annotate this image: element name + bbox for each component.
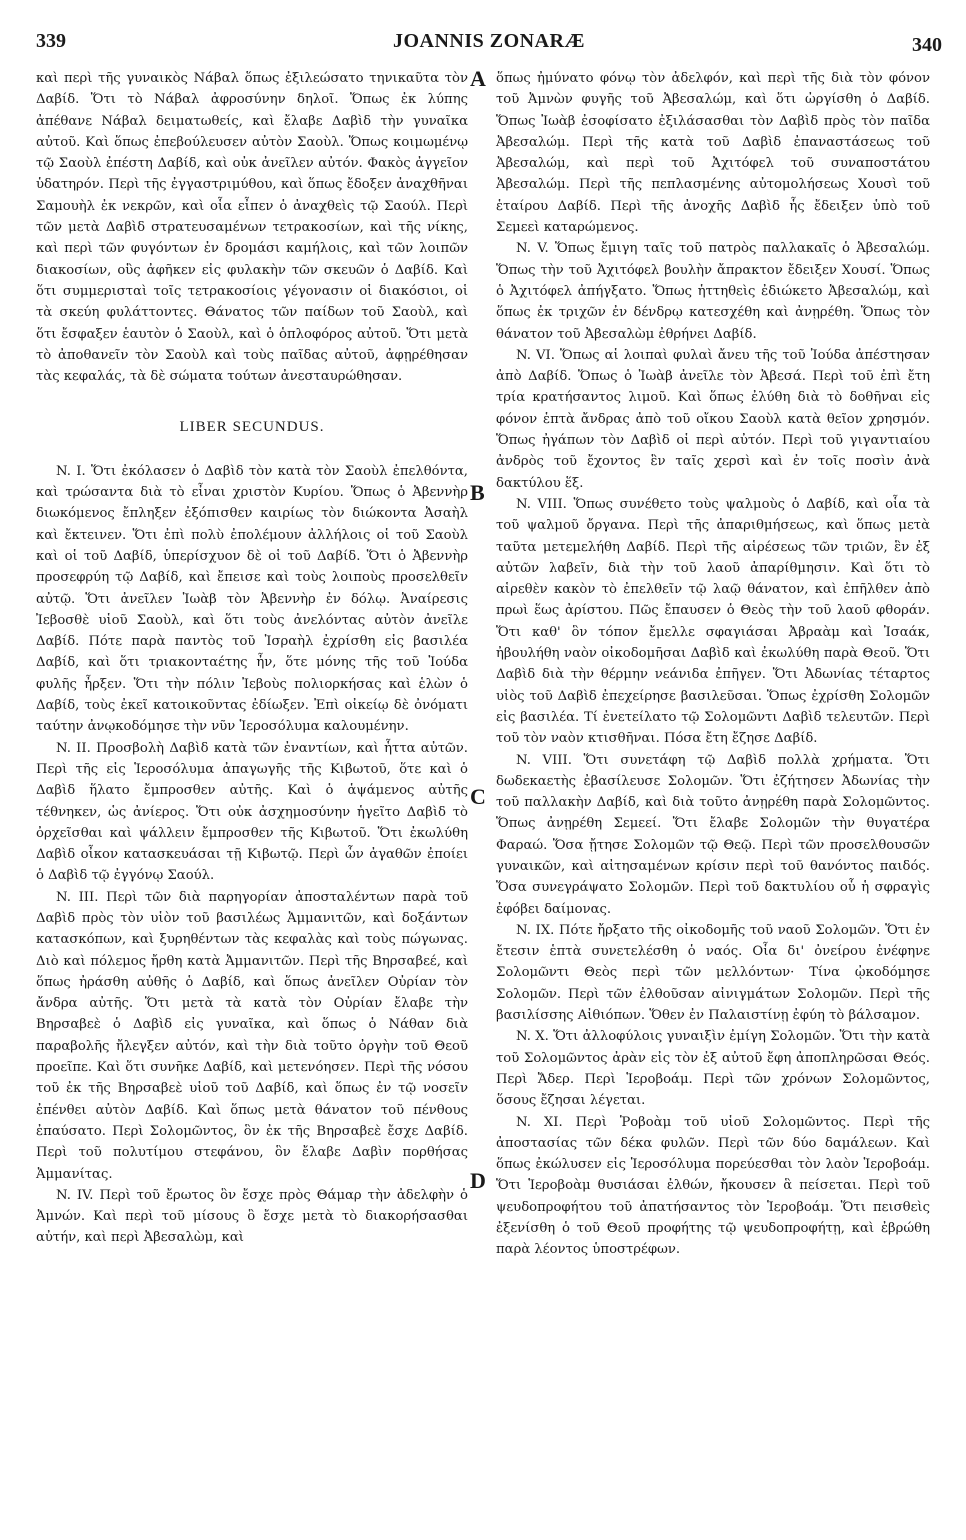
running-title: JOANNIS ZONARÆ	[392, 30, 586, 52]
chapter-n11: N. XI. Περὶ Ῥοβοὰμ τοῦ υἱοῦ Σολομῶντος. Περὶ τῆς ἀποστασίας τῶν δέκα φυλῶν. Περὶ τῶν δύο δαμάλεων. Καὶ ὅπως ἐκώλυσεν εἰς Ἱεροσόλυμα πορεύεσθαι τὸν λαὸν Ἱεροβοάμ. Ὅτι Ἱεροβοὰμ θυσιάσαι ἐλθών, ἤκουσεν ἃ πείσεται. Περὶ τοῦ ψευδοπροφήτου τοῦ ἀπατήσαντος τὸν Ἱεροβοάμ. Ὅτι πεισθεὶς ἐξενίσθη ὁ τοῦ Θεοῦ προφήτης τῷ ψευδοπροφήτῃ, καὶ ἐβρώθη παρὰ λέοντος ὑποστρέφων.	[496, 1114, 930, 1258]
section-heading: LIBER SECUNDUS.	[179, 419, 325, 436]
chapter-n10: N. X. Ὅτι ἀλλοφύλοις γυναιξὶν ἐμίγη Σολομῶν. Ὅτι τὴν κατὰ τοῦ Σολομῶντος ἀρὰν εἰς τὸν ἐξ αὐτοῦ ἔφη ἀποπληρῶσαι Θεός. Περὶ Ἄδερ. Περὶ Ἱεροβοάμ. Περὶ τῶν χρόνων Σολομῶντος, ὅσους ἔζησαι λέγεται.	[496, 1029, 930, 1109]
margin-marker-c: C	[470, 784, 486, 809]
chapter-n8: N. VIII. Ὅτι συνετάφη τῷ Δαβὶδ πολλὰ χρήματα. Ὅτι δωδεκαετὴς ἐβασίλευσε Σολομῶν. Ὅτι ἐζήτησεν Ἀδωνίας τὴν τοῦ παλλακὴν Δαβίδ, καὶ διὰ τοῦτο ἀνῃρέθη παρὰ Σολομῶντος. Ὅπως ἀνῃρέθη Σεμεεί. Ὅτι ἔλαβε Σολομῶν τὴν θυγατέρα Φαραώ. Ὅσα ᾔτησε Σολομῶν τῷ Θεῷ. Περὶ τῶν προσελθουσῶν γυναικῶν, καὶ αἰτησαμένων κρίσιν περὶ τοῦ θανόντος παιδός. Ὅσα συνεγράψατο Σολομῶν. Περὶ τοῦ δακτυλίου οὗ ἡ σφραγὶς ἐφόβει δαίμονας.	[496, 752, 930, 917]
margin-marker-a: A	[470, 66, 486, 91]
chapter-n4: N. IV. Περὶ τοῦ ἔρωτος ὃν ἔσχε πρὸς Θάμαρ τὴν ἀδελφὴν ὁ Ἀμνών. Καὶ περὶ τοῦ μίσους ὃ ἔσχε μετὰ τὸ διακορήσασθαι αὐτήν, καὶ περὶ Ἀβεσαλὼμ, καὶ	[36, 1187, 468, 1246]
chapter-n5: N. V. Ὅπως ἔμιγη ταῖς τοῦ πατρὸς παλλακαῖς ὁ Ἀβεσαλώμ. Ὅπως τὴν τοῦ Ἀχιτόφελ βουλὴν ἄπρακτον ἔδειξεν Χουσί. Ὅπως ὁ Ἀχιτόφελ ἀπήγξατο. Ὅπως ἡττηθεὶς ἐδιώκετο Ἀβεσαλώμ, καὶ ὅπως ἐκ τριχῶν ἐν δένδρῳ κατεσχέθη καὶ ἀνῃρέθη. Ὅπως τὸν θάνατον τοῦ Ἀβεσαλὼμ ἐθρήνει Δαβίδ.	[496, 241, 930, 342]
chapter-n6: N. VI. Ὅπως αἱ λοιπαὶ φυλαὶ ἄνευ τῆς τοῦ Ἰούδα ἀπέστησαν ἀπὸ Δαβίδ. Ὅπως ὁ Ἰωὰβ ἀνεῖλε τὸν Ἀβεσά. Περὶ τοῦ ἐπὶ ἔτη τρία κρατήσαντος λιμοῦ. Καὶ ὅπως ἐλύθη διὰ τὸ δοθῆναι εἰς φόνον ἑπτὰ ἄνδρας ἀπὸ τοῦ οἴκου Σαοὺλ κατὰ θεῖον χρησμόν. Ὅπως ἠγάπων τὸν Δαβὶδ οἱ περὶ αὐτόν. Περὶ τοῦ γιγαντιαίου ἀνδρὸς τοῦ ἔχοντος ἓν ταῖς χερσὶ καὶ ἐν τοῖς ποσὶν ἀνὰ δακτύλου ἕξ.	[496, 347, 930, 491]
right-intro-paragraph: ὅπως ἠμύνατο φόνῳ τὸν ἀδελφόν, καὶ περὶ τῆς διὰ τὸν φόνον τοῦ Ἀμνὼν φυγῆς τοῦ Ἀβεσαλώμ, καὶ ὅτι ὠργίσθη ὁ Δαβίδ. Ὅπως Ἰωὰβ ἐσοφίσατο ἐξιλάσασθαι τὸν Δαβὶδ πρὸς τὸν παῖδα Ἀβεσαλώμ. Περὶ τῆς κατὰ τοῦ Δαβὶδ ἐπαναστάσεως τοῦ Ἀβεσαλώμ, καὶ περὶ τοῦ Ἀχιτόφελ τοῦ συναποστάτου Ἀβεσαλώμ. Περὶ τῆς πεπλασμένης αὐτομολήσεως Χουσὶ τοῦ ἑταίρου Δαβίδ. Περὶ τῆς ἀνοχῆς Δαβὶδ ἧς ἔδειξεν ὑπὸ τοῦ Σεμεεὶ καταρώμενος.	[496, 71, 930, 236]
chapter-n9: N. IX. Πότε ἤρξατο τῆς οἰκοδομῆς τοῦ ναοῦ Σολομῶν. Ὅτι ἐν ἔτεσιν ἑπτὰ συνετελέσθη ὁ ναός. Οἷα δι' ὀνείρου ἐνέφηνε Σολομῶντι Θεὸς περὶ τῶν μελλόντων· Τίνα ᾠκοδόμησε Σολομῶν. Περὶ τῶν ἐλθοῦσαν αἰνιγμάτων Σολομῶν. Περὶ τῆς βασιλίσσης Αἰθιόπων. Ὅθεν ἐν Παλαιστίνῃ ἐφύη τὸ βάλσαμον.	[496, 922, 930, 1024]
chapter-n1: N. I. Ὅτι ἐκόλασεν ὁ Δαβὶδ τὸν κατὰ τὸν Σαοὺλ ἐπελθόντα, καὶ τρώσαντα διὰ τὸ εἶναι χριστὸν Κυρίου. Ὅπως ὁ Ἀβεννὴρ διωκόμενος ἔπληξεν ἐξόπισθεν καιρίως τὸν διώκοντα Ἀσαὴλ καὶ ἔκτεινεν. Ὅτι ἐπὶ πολὺ ἐπολέμουν ἀλλήλοις οἱ τοῦ Σαοὺλ καὶ οἱ τοῦ Δαβίδ, ὑπερίσχυον δὲ οἱ τοῦ Δαβίδ. Ὅτι ὁ Ἀβεννὴρ προσεφρύη τῷ Δαβίδ, καὶ ἔπεισε καὶ τοὺς λοιποὺς προσελθεῖν αὐτῷ. Ὅτι ἀνεῖλεν Ἰωὰβ τὸν Ἀβεννὴρ ἐν δόλῳ. Ἀναίρεσις Ἰεβοσθὲ υἱοῦ Σαοὺλ, καὶ ὅτι τοὺς ἀνελόντας αὐτὸν ἀνεῖλε Δαβίδ. Πότε παρὰ παντὸς τοῦ Ἰσραὴλ ἐχρίσθη εἰς βασιλέα Δαβίδ, καὶ ὅτι τριακονταέτης ἦν, ὅτε μόνης τῆς τοῦ Ἰούδα φυλῆς ἦρξεν. Ὅτι τὴν πόλιν Ἰεβοὺς πολιορκήσας καὶ ἑλὼν ὁ Δαβίδ, τοὺς ἐκεῖ κατοικοῦντας ἐδίωξεν. Ἐπὶ οἰκείῳ δὲ ὀνόματι ταύτην ἀνῳκοδόμησε τὴν νῦν Ἱεροσόλυμα καλουμένην.	[36, 463, 468, 735]
running-header	[36, 30, 942, 58]
left-intro-paragraph: καὶ περὶ τῆς γυναικὸς Νάβαλ ὅπως ἐξιλεώσατο τηνικαῦτα τὸν Δαβίδ. Ὅτι τὸ Νάβαλ ἀφροσύνην δηλοῖ. Ὅπως ἐκ λύπης ἀπέθανε Νάβαλ δειματωθείς, καὶ ἔλαβε Δαβὶδ τὴν γυναῖκα αὐτοῦ. Καὶ ὅπως ἐπεβούλευσεν αὐτὸν Σαοὺλ. Ὅπως κοιμωμένῳ τῷ Σαοὺλ ἐπέστη Δαβίδ, καὶ οὐκ ἀνεῖλεν αὐτόν. Φακὸς ἀγγεῖον ὑδατηρόν. Περὶ τῆς ἐγγαστριμύθου, καὶ ὅπως ἔδοξεν ἀναχθῆναι Σαμουὴλ ἐκ νεκρῶν, καὶ οἷα εἶπεν ὁ ἀναχθεὶς τῷ Σαούλ. Περὶ τῶν μετὰ Δαβὶδ στρατευσαμένων τετρακοσίων, καὶ τῆς νίκης, καὶ περὶ τῶν φυγόντων ἐν δρομάσι καμήλοις, καὶ τῶν λοιπῶν διακοσίων, οὓς ἀφῆκεν εἰς φυλακὴν τῶν σκευῶν ὁ Δαβίδ. Καὶ ὅτι συμμερισταὶ τοῖς τετρακοσίοις γέγονασιν οἱ διακόσιοι, οἱ τὰ σκεύη φυλάττοντες. Θάνατος τῶν παίδων τοῦ Σαοὺλ, καὶ ὅτι ἔσφαξεν ἑαυτὸν ὁ Σαοὺλ, καὶ ὁ ὁπλοφόρος αὐτοῦ. Ὅτι μετὰ τὸ ἀποθανεῖν τὸν Σαοὺλ καὶ τοὺς παῖδας αὐτοῦ, ἀφῃρέθησαν τὰς κεφαλάς, τὰ δὲ σώματα τούτων ἀνεσταυρώθησαν.	[36, 71, 468, 385]
chapter-n3: N. III. Περὶ τῶν διὰ παρηγορίαν ἀποσταλέντων παρὰ τοῦ Δαβὶδ πρὸς τὸν υἱὸν τοῦ βασιλέως Ἀμμανιτῶν, καὶ δοξάντων κατασκόπων, καὶ ξυρηθέντων τὰς κεφαλὰς καὶ τοὺς πώγωνας. Διὸ καὶ πόλεμος ἤρθη κατὰ Ἀμμανιτῶν. Περὶ τῆς Βηρσαβεέ, καὶ ὅπως ἠράσθη αὐθῆς ὁ Δαβίδ, καὶ ὅπως ἀνεῖλεν Οὐρίαν τὸν ἄνδρα αὐτῆς. Ὅτι μετὰ τὰ κατὰ τὸν Οὐρίαν ἔλαβε τὴν Βηρσαβεὲ ὁ Δαβὶδ εἰς γυναῖκα, καὶ ὅπως ὁ Νάθαν διὰ παραβολῆς ἤλεγξεν αὐτόν, καὶ τὴν διὰ τοῦτο ὀργὴν τοῦ Θεοῦ προεῖπε. Καὶ ὅτι συνῆκε Δαβίδ, καὶ μετενόησεν. Περὶ τῆς νόσου τοῦ ἐκ τῆς Βηρσαβεὲ υἱοῦ τοῦ Δαβίδ, καὶ ὅπως ἐν τῷ νοσεῖν ἐπένθει αὐτὸν Δαβίδ. Καὶ ὅπως μετὰ θάνατον τοῦ πένθους ἐπαύσατο. Περὶ Σολομῶντος, ὃν ἐκ τῆς Βηρσαβεὲ ἔσχε Δαβίδ. Περὶ τοῦ πολυτίμου στεφάνου, ὃν ἔλαβε Δαβὶν πορθήσας Ἀμμανίτας.	[36, 889, 468, 1182]
left-column	[36, 68, 468, 1249]
right-column	[496, 68, 930, 1261]
margin-marker-d: D	[470, 1168, 486, 1193]
page-number-right: 340	[912, 34, 942, 56]
chapter-n7: N. VIII. Ὅπως συνέθετο τοὺς ψαλμοὺς ὁ Δαβίδ, καὶ οἷα τὰ τοῦ ψαλμοῦ ὄργανα. Περὶ τῆς ἀπαριθμήσεως, καὶ ὅπως μετὰ ταῦτα μετεμελήθη Δαβίδ. Περὶ τῆς αἱρέσεως τῶν τριῶν, ἓν ἐξ αὐτῶν λαβεῖν, διὰ τὴν τοῦ λαοῦ ἀπαρίθμησιν. Καὶ ὅτι τὸ αἱρεθὲν κακὸν τὸ ἐπελθεῖν τῷ λαῷ θάνατον, καὶ ἐπῆλθεν ἀπὸ πρωὶ ἕως ἀρίστου. Πῶς ἔπαυσεν ὁ Θεὸς τὴν τοῦ λαοῦ φθοράν. Ὅτι καθ' ὃν τόπον ἔμελλε σφαγιάσαι Ἀβραὰμ καὶ Ἰσαάκ, ἠβουλήθη ναὸν οἰκοδομῆσαι Δαβὶδ καὶ ἐκωλύθη παρὰ Θεοῦ. Ὅτι Δαβὶδ διὰ τὴν θέρμην νεάνιδα ἐπῆγεν. Ὅτι Ἀδωνίας τέταρτος υἱὸς τοῦ Δαβὶδ ἐπεχείρησε βασιλεῦσαι. Ὅπως ἐχρίσθη Σολομῶν εἰς βασιλέα. Τί ἐνετείλατο τῷ Σολομῶντι Δαβὶδ τελευτῶν. Περὶ τοῦ τὸν ναὸν κτισθῆναι. Πόσα ἔτη ἔζησε Δαβίδ.	[496, 496, 930, 747]
page-number-left: 339	[36, 30, 66, 52]
chapter-n2: N. II. Προσβολὴ Δαβὶδ κατὰ τῶν ἐναντίων, καὶ ἧττα αὐτῶν. Περὶ τῆς εἰς Ἱεροσόλυμα ἀπαγωγῆς τῆς Κιβωτοῦ, ὅτε καὶ ὁ Δαβὶδ ἥλατο ἔμπροσθεν αὐτῆς. Καὶ ὁ ἁψάμενος αὐτῆς τέθνηκεν, ὡς ἀνίερος. Ὅτι οὐκ ἀσχημοσύνην ἡγεῖτο Δαβὶδ τὸ ὀρχεῖσθαι καὶ ψάλλειν ἔμπροσθεν τῆς Κιβωτοῦ. Ὅτι ἐκωλύθη Δαβὶδ οἶκον κατασκευάσαι τῇ Κιβωτῷ. Περὶ ὧν ἀγαθῶν ἐποίει ὁ Δαβὶδ τῷ ἐγγόνῳ Σαούλ.	[36, 740, 468, 884]
margin-marker-b: B	[470, 480, 485, 505]
